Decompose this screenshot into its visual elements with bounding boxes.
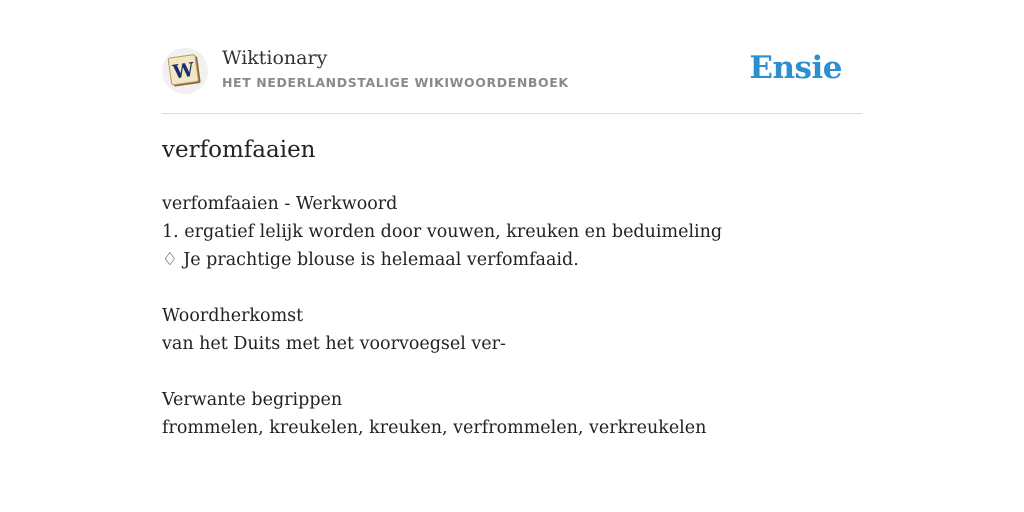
etymology-heading: Woordherkomst <box>162 306 304 326</box>
site-name[interactable]: Wiktionary <box>222 47 328 69</box>
logo-letter: W <box>171 58 196 84</box>
site-header <box>162 44 862 114</box>
entry-content <box>162 190 862 442</box>
related-terms: frommelen, kreukelen, kreuken, verfrommelen, verkreukelen <box>162 418 707 438</box>
example-line: ♢ Je prachtige blouse is helemaal verfomfaaid. <box>162 250 579 270</box>
page-title: verfomfaaien <box>162 137 316 163</box>
headword-line: verfomfaaien - Werkwoord <box>162 194 398 214</box>
ensie-brand-link[interactable]: Ensie <box>749 50 842 86</box>
related-heading: Verwante begrippen <box>162 390 343 410</box>
spacer <box>162 358 862 386</box>
wiktionary-logo-icon[interactable] <box>162 48 208 94</box>
definition-line: 1. ergatief lelijk worden door vouwen, kreuken en beduimeling <box>162 222 723 242</box>
site-tagline: HET NEDERLANDSTALIGE WIKIWOORDENBOEK <box>222 75 569 90</box>
spacer <box>162 274 862 302</box>
etymology-text: van het Duits met het voorvoegsel ver- <box>162 334 506 354</box>
